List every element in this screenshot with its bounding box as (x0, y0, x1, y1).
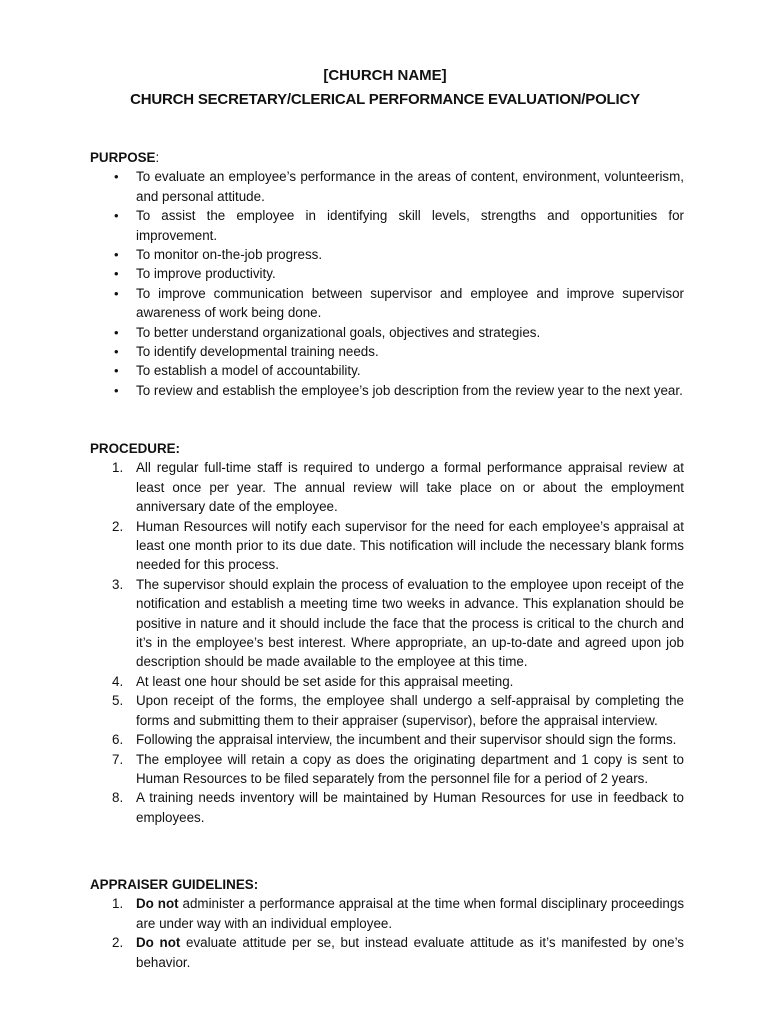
procedure-list (90, 458, 684, 827)
item-number: 3. (112, 576, 124, 592)
item-number: 2. (112, 518, 124, 534)
purpose-item: • To better understand organizational goals, objectives and strategies. (90, 323, 684, 342)
procedure-item (90, 730, 684, 749)
item-text: Upon receipt of the forms, the employee shall undergo a self-appraisal by completing the forms and submitting them to their appraiser (supervisor), before the appraisal interview. (136, 693, 684, 728)
purpose-item: • To assist the employee in identifying skill levels, strengths and opportunities for improvement. (90, 206, 684, 245)
purpose-item: • To improve communication between supervisor and employee and improve supervisor awareness of work being done. (90, 284, 684, 323)
purpose-item: • To improve productivity. (90, 264, 684, 283)
item-text: Following the appraisal interview, the incumbent and their supervisor should sign the forms. (136, 732, 677, 748)
procedure-item (90, 458, 684, 516)
procedure-item (90, 691, 684, 730)
item-number: 1. (112, 460, 124, 476)
item-emphasis: Do not (136, 935, 181, 951)
item-text: Human Resources will notify each supervisor for the need for each employee’s appraisal at least one month prior to its due date. This notification will include the necessary blank forms needed for this process. (136, 518, 684, 573)
purpose-item: • To establish a model of accountability. (90, 361, 684, 380)
document-title: CHURCH SECRETARY/CLERICAL PERFORMANCE EVALUATION/POLICY (130, 91, 640, 108)
item-text: The supervisor should explain the process of evaluation to the employee upon receipt of the notification and establish a meeting time two weeks in advance. This explanation should be positive in nature and it should include the face that the process is critical to the church and it’s in the employee’s best interest. Where appropriate, an up-to-date and agreed upon job description should be made available to the employee at this time. (136, 576, 684, 670)
item-text: administer a performance appraisal at the time when formal disciplinary proceedings are under way with an individual employee. (136, 896, 685, 931)
item-text: evaluate attitude per se, but instead evaluate attitude as it’s manifested by one’s behavior. (136, 935, 684, 970)
item-text: A training needs inventory will be maintained by Human Resources for use in feedback to employees. (136, 790, 684, 825)
item-text: At least one hour should be set aside for this appraisal meeting. (136, 673, 514, 689)
purpose-heading-colon: : (155, 150, 160, 165)
item-emphasis: Do not (136, 896, 179, 912)
guidelines-list (90, 894, 684, 972)
item-number: 4. (112, 673, 124, 689)
procedure-item (90, 517, 684, 575)
procedure-heading: PROCEDURE: (90, 441, 181, 456)
church-name-heading: [CHURCH NAME] (323, 67, 447, 84)
item-number: 6. (112, 732, 124, 748)
guideline-item (90, 894, 684, 933)
guideline-item (90, 933, 684, 972)
item-number: 5. (112, 693, 124, 709)
item-number: 8. (112, 790, 124, 806)
purpose-item: • To evaluate an employee’s performance in the areas of content, environment, volunteerism, and personal attitude. (90, 167, 684, 206)
purpose-item: • To identify developmental training needs. (90, 342, 684, 361)
purpose-item: • To review and establish the employee’s job description from the review year to the next year. (90, 381, 684, 400)
purpose-list (90, 167, 684, 400)
item-number: 1. (112, 896, 124, 912)
purpose-section (90, 148, 684, 400)
item-number: 2. (112, 935, 124, 951)
procedure-item (90, 788, 684, 827)
procedure-item (90, 575, 684, 672)
procedure-section (90, 439, 684, 827)
item-number: 7. (112, 751, 124, 767)
purpose-heading-line (90, 148, 684, 167)
guidelines-heading: APPRAISER GUIDELINES: (90, 877, 259, 892)
item-text: All regular full-time staff is required to undergo a formal performance appraisal review at least once per year. The annual review will take place on or about the employment anniversary date of the employee. (136, 460, 684, 515)
procedure-item (90, 672, 684, 691)
purpose-heading: PURPOSE (90, 150, 156, 165)
procedure-item (90, 750, 684, 789)
purpose-item: • To monitor on-the-job progress. (90, 245, 684, 264)
guidelines-section (90, 875, 684, 972)
item-text: The employee will retain a copy as does the originating department and 1 copy is sent to Human Resources to be filed separately from the personnel file for a period of 2 years. (136, 751, 684, 786)
